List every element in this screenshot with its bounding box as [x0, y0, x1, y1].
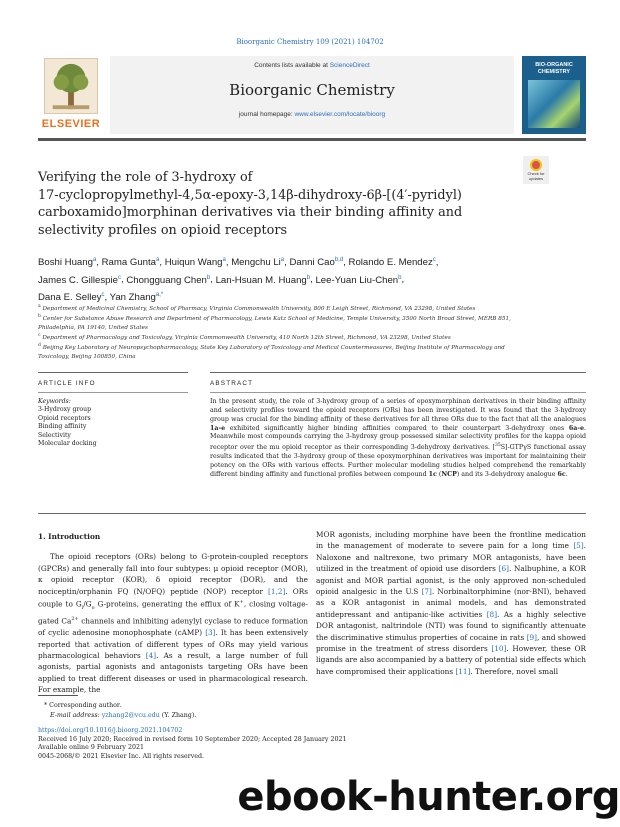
abstract-heading: ABSTRACT — [210, 380, 254, 387]
citation-link[interactable]: [3] — [205, 628, 216, 638]
citation-link[interactable]: [11] — [455, 666, 471, 676]
author-name[interactable]: Yan Zhang$^{a,*}$ — [109, 291, 164, 303]
abstract-rule — [210, 372, 586, 373]
watermark-text: ebook-hunter.org — [237, 774, 620, 820]
tree-logo-icon — [44, 58, 98, 114]
journal-homepage-link[interactable]: www.elsevier.com/locate/bioorg — [294, 111, 386, 118]
journal-name: Bioorganic Chemistry — [229, 81, 395, 99]
article-info-subrule — [38, 392, 188, 393]
publisher-logo-text: ELSEVIER — [41, 118, 101, 130]
crossmark-icon — [530, 159, 542, 171]
cover-title: BIO-ORGANIC CHEMISTRY — [535, 62, 573, 75]
affiliation: $^c$ Department of Pharmacology and Toxicology, Virginia Commonwealth University, 410 North 12th Street, Richmond, VA 23298, United States — [38, 333, 451, 341]
keyword: Opioid receptors — [38, 414, 91, 422]
keywords-label: Keywords: — [38, 398, 71, 405]
footnote-rule — [38, 695, 78, 696]
keywords-block — [38, 398, 188, 448]
corresponding-author-note: * Corresponding author. — [44, 702, 122, 709]
keyword: Binding affinity — [38, 423, 87, 431]
journal-banner — [110, 56, 514, 134]
crossmark-label: Check for updates — [527, 171, 545, 181]
citation-link[interactable]: [9] — [526, 632, 538, 642]
article-info-heading: ARTICLE INFO — [38, 380, 96, 387]
journal-cover-image[interactable] — [522, 56, 586, 134]
citation-link[interactable]: [4] — [145, 650, 157, 660]
keyword: Molecular docking — [38, 440, 97, 448]
citation-link[interactable]: [1,2] — [268, 586, 286, 596]
abstract-subrule — [210, 392, 586, 393]
article-metadata — [38, 727, 438, 761]
author-name[interactable]: Boshi Huang$^a$ — [38, 257, 97, 269]
author-list: Boshi Huang$^a$, Rama Gunta$^a$, Huiqun Wang$^a$, Mengchu Li$^a$, Danni Cao$^{b,d}$, Rolando E. Mendez$^c$, James C. Gillespie$^c$, Chongguang Chen$^b$, Lan-Hsuan M. Huang$^b$, Lee-Yuan Liu-Chen$^b$, Dana E. Selley$^c$, Yan Zhang$^{a,*}$ — [38, 257, 439, 303]
crossmark-button[interactable] — [523, 156, 549, 184]
email-link[interactable]: yzhang2@vcu.edu — [101, 712, 160, 719]
journal-header — [38, 56, 586, 134]
citation-link[interactable]: [7] — [421, 587, 432, 597]
author-name[interactable]: Huiqun Wang$^a$ — [164, 257, 226, 269]
author-name[interactable]: Danni Cao$^{b,d}$ — [289, 257, 344, 269]
citation-link[interactable]: [8] — [486, 609, 498, 619]
copyright: 0045-2068/© 2021 Elsevier Inc. All rights reserved. — [38, 752, 205, 760]
footnote — [38, 701, 338, 721]
title-line: 17-cyclopropylmethyl-4,5α-epoxy-3,14β-dihydroxy-6β-[(4′-pyridyl) — [38, 187, 462, 203]
affiliation: $^a$ Department of Medicinal Chemistry, School of Pharmacy, Virginia Commonwealth University, 800 E Leigh Street, Richmond, VA 23298, United States — [38, 304, 476, 312]
elsevier-logo[interactable] — [38, 56, 104, 134]
title-line: selectivity profiles on opioid receptors — [38, 222, 288, 238]
body-paragraph: The opioid receptors (ORs) belong to G-protein-coupled receptors (GPCRs) and generally fall into four subtypes: μ opioid receptor (MOR), κ opioid receptor (KOR), δ opioid receptor (DOR), and the nociceptin/orphanin FQ (N/OFQ) peptide (NOP) receptor [1,2]. ORs couple to $G_i/G_o$ G-proteins, generating the efflux of K+, closing voltage-gated $Ca^{2+}$ channels and inhibiting adenylyl cyclase to reduce formation of cyclic adenosine monophosphate (cAMP) [3]. It has been extensively reported that activation of different types of ORs may yield various pharmacological behaviors [4]. As a result, a large number of full agonists, partial agonists and antagonists targeting ORs have been applied to treat different diseases or used in pharmacological research. For example, the — [38, 552, 309, 695]
affiliations — [38, 303, 538, 361]
contents-prefix: Contents lists available at — [254, 62, 330, 69]
author-name[interactable]: Rama Gunta$^a$ — [101, 257, 160, 269]
title-line: Verifying the role of 3-hydroxy of — [38, 170, 253, 185]
citation-link[interactable]: [10] — [491, 644, 507, 654]
body-column-right — [316, 529, 586, 677]
homepage-line — [110, 111, 514, 118]
keyword: 3-Hydroxy group — [38, 406, 92, 414]
email-line: E-mail address: yzhang2@vcu.edu (Y. Zhang). — [50, 712, 197, 719]
citation-link[interactable]: [5] — [573, 541, 584, 551]
sciencedirect-link[interactable]: ScienceDirect — [329, 62, 370, 69]
author-name[interactable]: Chongguang Chen$^b$ — [126, 274, 211, 286]
author-name[interactable]: Rolando E. Mendez$^c$ — [348, 257, 436, 269]
author-name[interactable]: James C. Gillespie$^c$ — [38, 274, 121, 286]
online-date: Available online 9 February 2021 — [38, 744, 145, 752]
doi-link[interactable]: https://doi.org/10.1016/j.bioorg.2021.104702 — [38, 727, 183, 734]
article-info-rule — [38, 372, 188, 373]
keyword: Selectivity — [38, 431, 71, 439]
affiliation: $^d$ Beijing Key Laboratory of Neuropsychopharmacology, State Key Laboratory of Toxicology and Medical Countermeasures, Beijing Institute of Pharmacology and Toxicology, Beijing 100850, China — [38, 343, 505, 360]
homepage-prefix: journal homepage: — [238, 111, 295, 118]
author-name[interactable]: Lee-Yuan Liu-Chen$^b$ — [315, 274, 402, 286]
cover-artwork — [528, 80, 580, 128]
section-heading-introduction: 1. Introduction — [38, 532, 101, 541]
body-paragraph: MOR agonists, including morphine have been the frontline medication in the management of moderate to severe pain for a long time [5]. Naloxone and naltrexone, two primary MOR antagonists, have been utilized in the treatment of opioid use disorders [6]. Nalbuphine, a KOR agonist and MOR partial agonist, is the only approved non-scheduled opioid analgesic in the U.S [7]. Norbinaltorphimine (nor-BNI), behaved as a KOR antagonist in animal models, and has demonstrated antidepressant and antipanic-like activities [8]. As a highly selective DOR antagonist, naltrindole (NTI) was found to significantly attenuate the discriminative stimulus properties of cocaine in rats [9], and showed promise in the treatment of stress disorders [10]. However, these OR ligands are also accompanied by a battery of potential side effects which have compromised their applications [11]. Therefore, novel small — [316, 530, 587, 676]
author-name[interactable]: Mengchu Li$^a$ — [231, 257, 285, 269]
received-dates: Received 16 July 2020; Received in revised form 10 September 2020; Accepted 28 January 2021 — [38, 735, 347, 743]
article-title — [38, 169, 498, 239]
author-name[interactable]: Dana E. Selley$^c$ — [38, 291, 105, 303]
contents-line — [110, 62, 514, 69]
abstract-bottom-rule — [38, 513, 586, 514]
abstract-text: In the present study, the role of 3-hydroxy group of a series of epoxymorphinan derivatives in their binding affinity and selectivity profiles toward the opioid receptors (ORs) has been investigated. It was found that the 3-hydroxy group was crucial for the binding affinity of these derivatives for all three ORs due to the fact that all the analogues 1a-e exhibited significantly higher binding affinities compared to their counterpart 3-dehydroxy ones 6a-e. Meanwhile most compounds carrying the 3-hydroxy group possessed similar selectivity profiles for the kappa opioid receptor over the mu opioid receptor as their corresponding 3-dehydroxy derivatives. [$^{35}$S]-GTPγS functional assay results indicated that the 3-hydroxy group of these epoxymorphinan derivatives was important for maintaining their potency on the ORs with various effects. Further molecular modeling studies helped comprehend the remarkably different binding affinity and functional profiles between compound 1c (NCP) and its 3-dehydroxy analogue 6c. — [210, 398, 586, 478]
title-line: carboxamido]morphinan derivatives via their binding affinity and — [38, 205, 463, 220]
author-name[interactable]: Lan-Hsuan M. Huang$^b$ — [215, 274, 311, 286]
header-divider — [38, 138, 586, 141]
body-column-left — [38, 531, 308, 696]
citation-link[interactable]: [6] — [498, 564, 509, 574]
affiliation: $^b$ Center for Substance Abuse Research and Department of Pharmacology, Lewis Katz School of Medicine, Temple University, 3500 North Broad Street, MERB 851, Philadelphia, PA 19140, United States — [38, 314, 511, 331]
journal-reference[interactable]: Bioorganic Chemistry 109 (2021) 104702 — [236, 38, 384, 46]
